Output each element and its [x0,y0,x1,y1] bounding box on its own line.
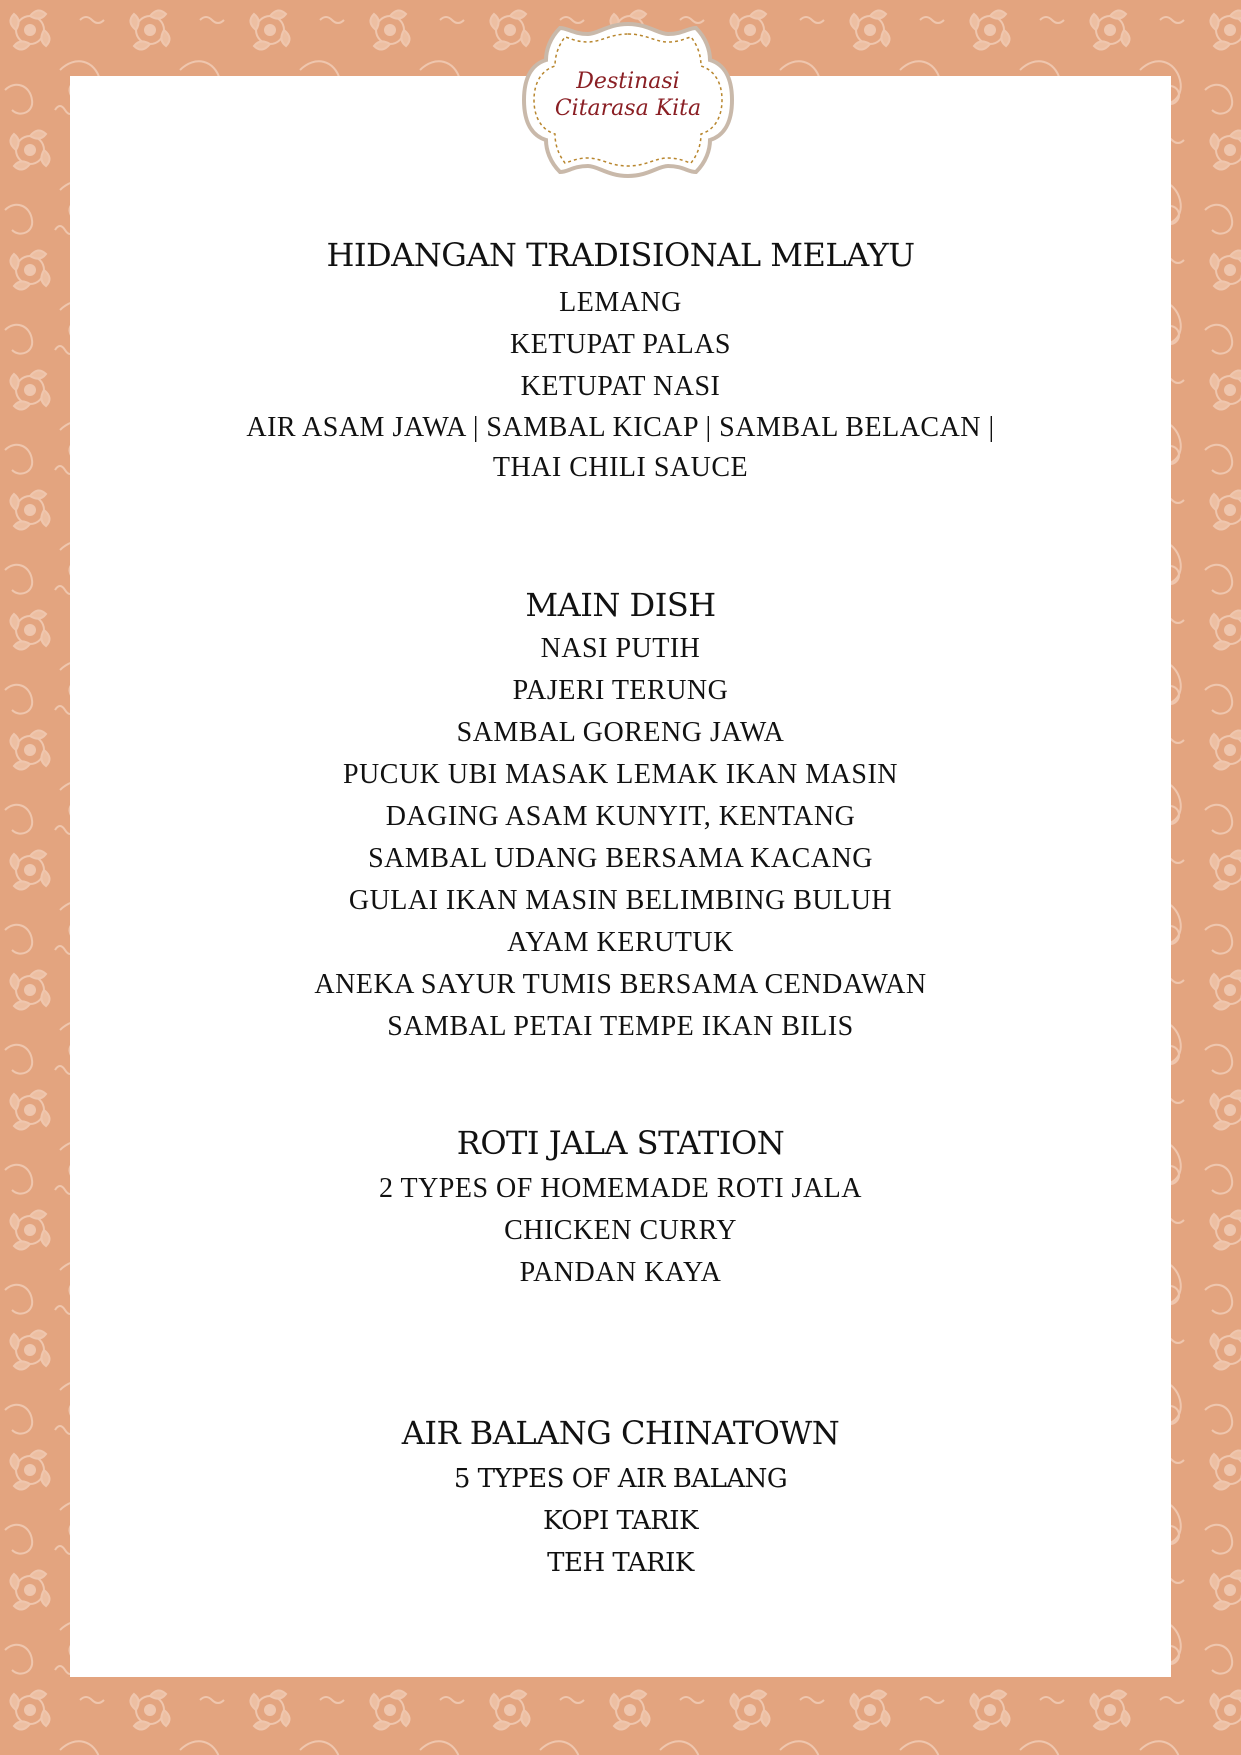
menu-item: NASI PUTIH [540,633,701,664]
section-roti-jala-station [0,1124,1241,1294]
menu-item: GULAI IKAN MASIN BELIMBING BULUH [348,885,893,916]
menu-item: 5 TYPES OF AIR BALANG [453,1464,788,1494]
menu-item: PAJERI TERUNG [512,675,729,706]
menu-item-list [0,1458,1241,1584]
menu-item: PANDAN KAYA [519,1257,722,1288]
menu-item: THAI CHILI SAUCE [492,452,749,483]
menu-item-list [0,1168,1241,1294]
menu-item: KETUPAT PALAS [510,329,731,360]
menu-item: SAMBAL GORENG JAWA [456,717,785,748]
section-title: AIR BALANG CHINATOWN [401,1414,840,1452]
section-title: ROTI JALA STATION [456,1124,785,1162]
menu-item: TEH TARIK [547,1548,694,1578]
menu-item: PUCUK UBI MASAK LEMAK IKAN MASIN [342,759,899,790]
menu-item: SAMBAL PETAI TEMPE IKAN BILIS [387,1011,854,1042]
menu-item-list [0,628,1241,1048]
menu-item-list [0,282,1241,488]
section-main-dish [0,586,1241,1048]
menu-item: AYAM KERUTUK [507,927,734,958]
menu-item: DAGING ASAM KUNYIT, KENTANG [385,801,856,832]
menu-item: LEMANG [559,287,682,318]
logo-line-1: Destinasi [576,69,680,94]
logo-badge [518,20,738,180]
logo-line-2: Citarasa Kita [554,96,702,121]
menu-item: KETUPAT NASI [520,371,721,402]
menu-item: AIR ASAM JAWA | SAMBAL KICAP | SAMBAL BELACAN | [246,412,995,443]
section-air-balang-chinatown [0,1414,1241,1584]
section-title: MAIN DISH [525,586,716,624]
menu-item: CHICKEN CURRY [504,1215,737,1246]
menu-item: ANEKA SAYUR TUMIS BERSAMA CENDAWAN [314,969,927,1000]
menu-item: 2 TYPES OF HOMEMADE ROTI JALA [378,1173,862,1204]
menu-item: SAMBAL UDANG BERSAMA KACANG [368,843,873,874]
section-title: HIDANGAN TRADISIONAL MELAYU [326,236,915,274]
menu-item: KOPI TARIK [542,1506,699,1536]
section-hidangan-tradisional [0,236,1241,488]
